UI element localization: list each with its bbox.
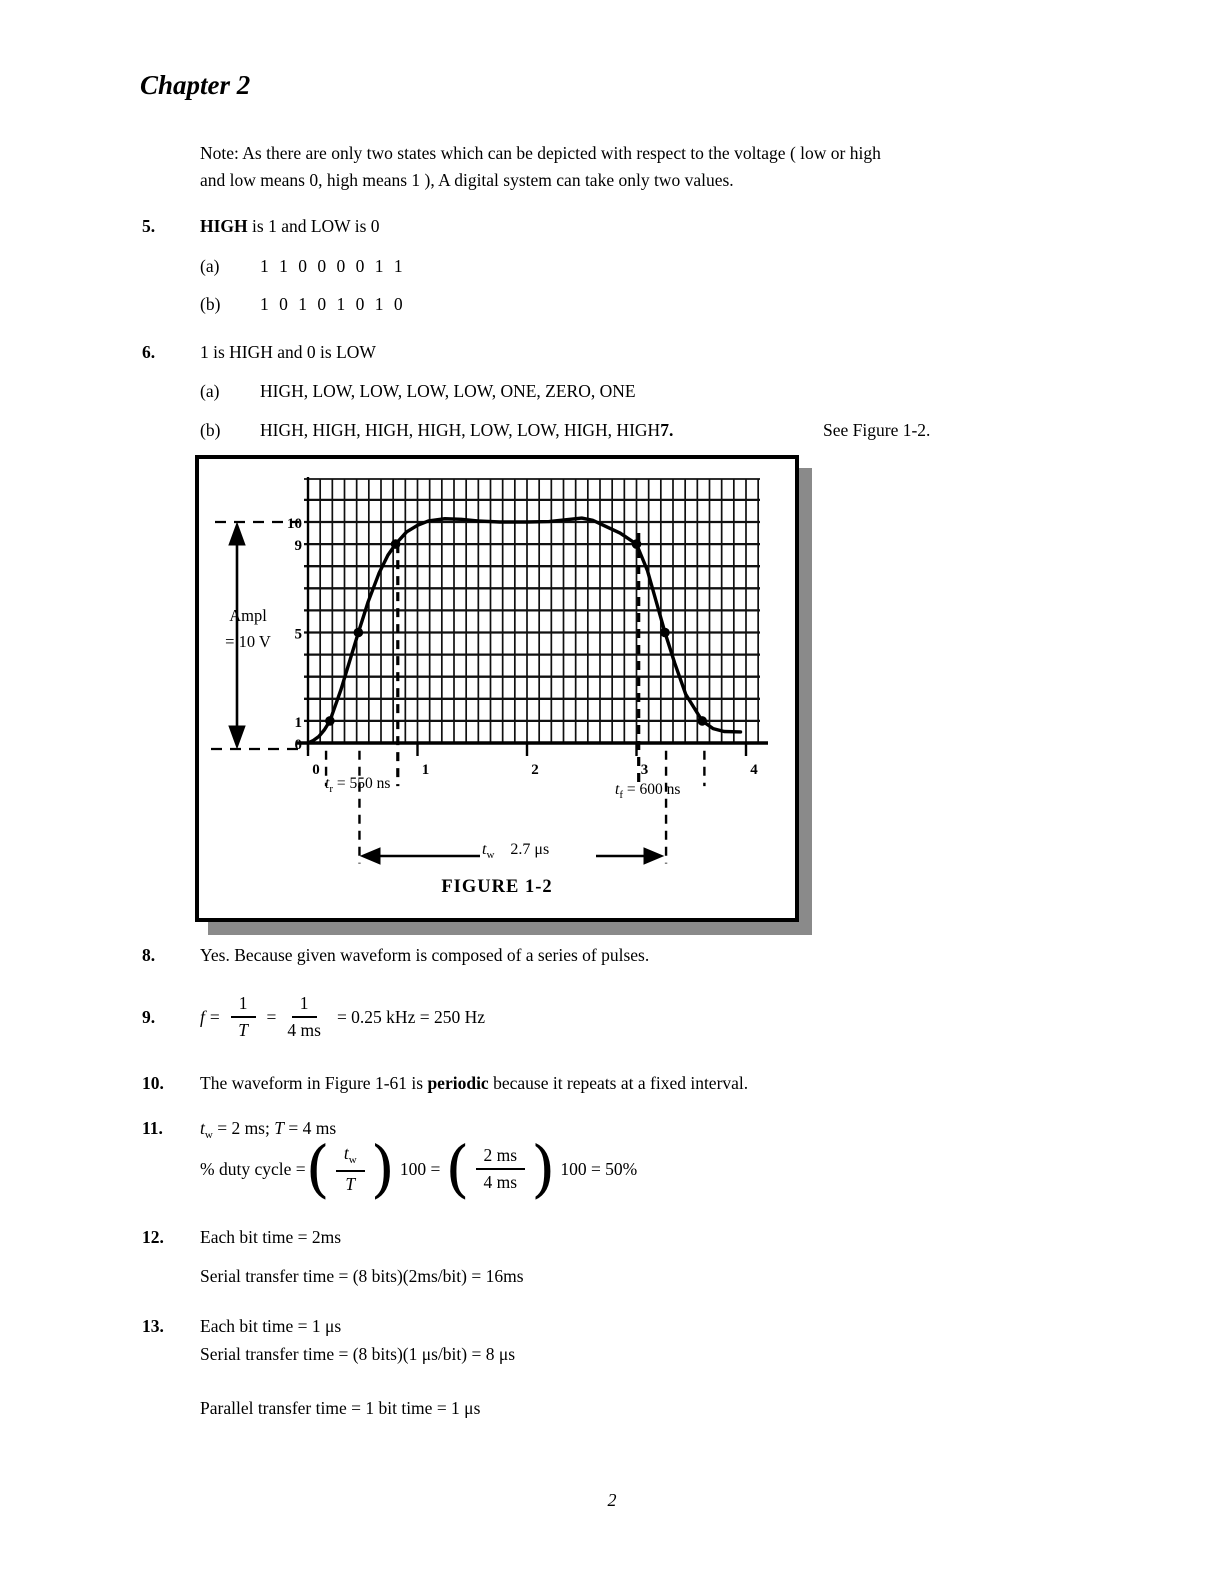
open-paren: (: [445, 1132, 470, 1205]
item-10-pre: The waveform in Figure 1-61 is: [200, 1073, 428, 1093]
rise-time-sub: r: [329, 783, 333, 795]
item-13-line3: Parallel transfer time = 1 bit time = 1 μs: [200, 1398, 481, 1418]
fraction-numerator: 1: [292, 993, 317, 1018]
fraction-1-over-T: [231, 993, 256, 1041]
amplitude-label-line1: Ampl: [229, 606, 267, 625]
open-paren: (: [305, 1132, 330, 1205]
page-number: 2: [607, 1490, 617, 1510]
equals-sign: =: [266, 1006, 277, 1027]
item-6b-label: (b): [200, 420, 221, 440]
item-12-line1: Each bit time = 2ms: [200, 1227, 342, 1247]
svg-text:0: 0: [312, 762, 320, 778]
item-5b: [200, 294, 406, 315]
fraction-1-over-4ms: [287, 993, 321, 1041]
item-5-head-bold: HIGH: [200, 216, 248, 236]
item-9: [142, 993, 485, 1041]
item-5a-label: (a): [200, 256, 220, 276]
rise-time-label: [325, 775, 390, 795]
item-6-number: 6.: [142, 342, 156, 362]
item-8-text: Yes. Because given waveform is composed of a series of pulses.: [200, 945, 650, 965]
pulse-width-value: 2.7 μs: [510, 841, 550, 858]
period-var: T: [274, 1118, 284, 1138]
item-13-line2: Serial transfer time = (8 bits)(1 μs/bit) = 8 μs: [200, 1344, 516, 1364]
duty-cycle-result: 100 = 50%: [560, 1158, 638, 1179]
svg-text:5: 5: [294, 626, 302, 643]
svg-text:1: 1: [294, 714, 302, 731]
item-11-formula: [200, 1132, 642, 1205]
item-10-post: because it repeats at a fixed interval.: [488, 1073, 749, 1093]
chapter-title: Chapter 2: [140, 70, 251, 100]
fraction-tw-over-T: [336, 1143, 365, 1194]
item-13-line1: Each bit time = 1 μs: [200, 1316, 342, 1336]
frequency-result: = 0.25 kHz = 250 Hz: [336, 1006, 485, 1027]
figure-1-2-box: [195, 455, 799, 922]
amplitude-label-line2: = 10 V: [225, 631, 271, 651]
svg-text:3: 3: [640, 762, 649, 778]
fraction-numerator: 1: [231, 993, 256, 1018]
item-6a: [200, 381, 636, 402]
tw-var: t: [200, 1118, 205, 1138]
item-5a-value: 1 1 0 0 0 0 1 1: [260, 256, 406, 276]
close-paren: ): [370, 1132, 395, 1205]
note-line-2: and low means 0, high means 1 ), A digital system can take only two values.: [200, 170, 734, 190]
svg-text:0: 0: [294, 737, 302, 753]
item-12-line2: Serial transfer time = (8 bits)(2ms/bit) = 16ms: [200, 1266, 524, 1286]
frequency-var: f: [200, 1006, 205, 1027]
item-6a-value: HIGH, LOW, LOW, LOW, LOW, ONE, ZERO, ONE: [260, 381, 636, 401]
fraction-denominator: T: [345, 1173, 356, 1194]
item-8: [142, 945, 649, 966]
pulse-width-sub: w: [486, 849, 495, 861]
item-5b-value: 1 0 1 0 1 0 1 0: [260, 294, 406, 314]
fraction-numerator: 2 ms: [476, 1145, 526, 1170]
item-13: [142, 1316, 341, 1337]
item-6-head: 1 is HIGH and 0 is LOW: [200, 342, 376, 362]
item-7-number: 7.: [660, 420, 674, 440]
item-5a: [200, 256, 406, 277]
svg-text:10: 10: [287, 516, 302, 532]
tw-sub: w: [204, 1129, 213, 1141]
fall-time-sub: f: [619, 789, 623, 801]
item-6: [142, 342, 376, 363]
fraction-denominator: 4 ms: [483, 1172, 518, 1192]
item-5b-label: (b): [200, 294, 221, 314]
rise-time-value: = 550 ns: [336, 775, 391, 792]
fall-time-var: t: [615, 781, 620, 798]
svg-text:1: 1: [421, 762, 430, 778]
duty-cycle-label: % duty cycle =: [200, 1158, 306, 1179]
item-6b-value: HIGH, HIGH, HIGH, HIGH, LOW, LOW, HIGH, HIGH: [260, 420, 661, 440]
item-10-number: 10.: [142, 1073, 164, 1093]
times-100-equals: 100 =: [399, 1158, 441, 1179]
item-9-number: 9.: [142, 1006, 156, 1027]
figure-caption: FIGURE 1-2: [441, 877, 553, 897]
note-line-1: Note: As there are only two states which can be depicted with respect to the voltage ( low or high: [200, 143, 881, 163]
see-figure-note: See Figure 1-2.: [823, 420, 931, 440]
pulse-width-var: t: [482, 841, 487, 858]
item-10-bold: periodic: [427, 1073, 489, 1093]
fall-time-label: [615, 781, 680, 801]
fraction-num-var: t: [343, 1143, 349, 1164]
rise-time-var: t: [325, 775, 330, 792]
item-13-number: 13.: [142, 1316, 164, 1336]
fraction-denominator: 4 ms: [287, 1020, 321, 1040]
item-12-number: 12.: [142, 1227, 164, 1247]
svg-text:2: 2: [531, 762, 539, 778]
item-8-number: 8.: [142, 945, 156, 965]
fall-time-value: = 600 ns: [626, 781, 681, 798]
fraction-2ms-over-4ms: [476, 1145, 526, 1193]
amplitude-label: [209, 603, 287, 654]
item-11-end: = 4 ms: [283, 1118, 337, 1138]
item-10: [142, 1073, 748, 1094]
close-paren: ): [531, 1132, 556, 1205]
item-6b: [200, 420, 931, 441]
item-12: [142, 1227, 341, 1248]
fraction-denominator: T: [238, 1020, 248, 1040]
item-5-number: 5.: [142, 216, 156, 236]
svg-text:9: 9: [294, 538, 302, 555]
fraction-num-sub: w: [348, 1154, 357, 1167]
svg-text:4: 4: [750, 762, 758, 778]
item-5: [142, 216, 380, 237]
item-6a-label: (a): [200, 381, 220, 401]
item-5-head: is 1 and LOW is 0: [247, 216, 380, 236]
item-11-number: 11.: [142, 1118, 163, 1138]
waveform-grid-and-curve: [287, 477, 768, 863]
pulse-width-label: [482, 841, 549, 861]
item-11-mid: = 2 ms;: [212, 1118, 275, 1138]
equals-sign: =: [209, 1006, 220, 1027]
